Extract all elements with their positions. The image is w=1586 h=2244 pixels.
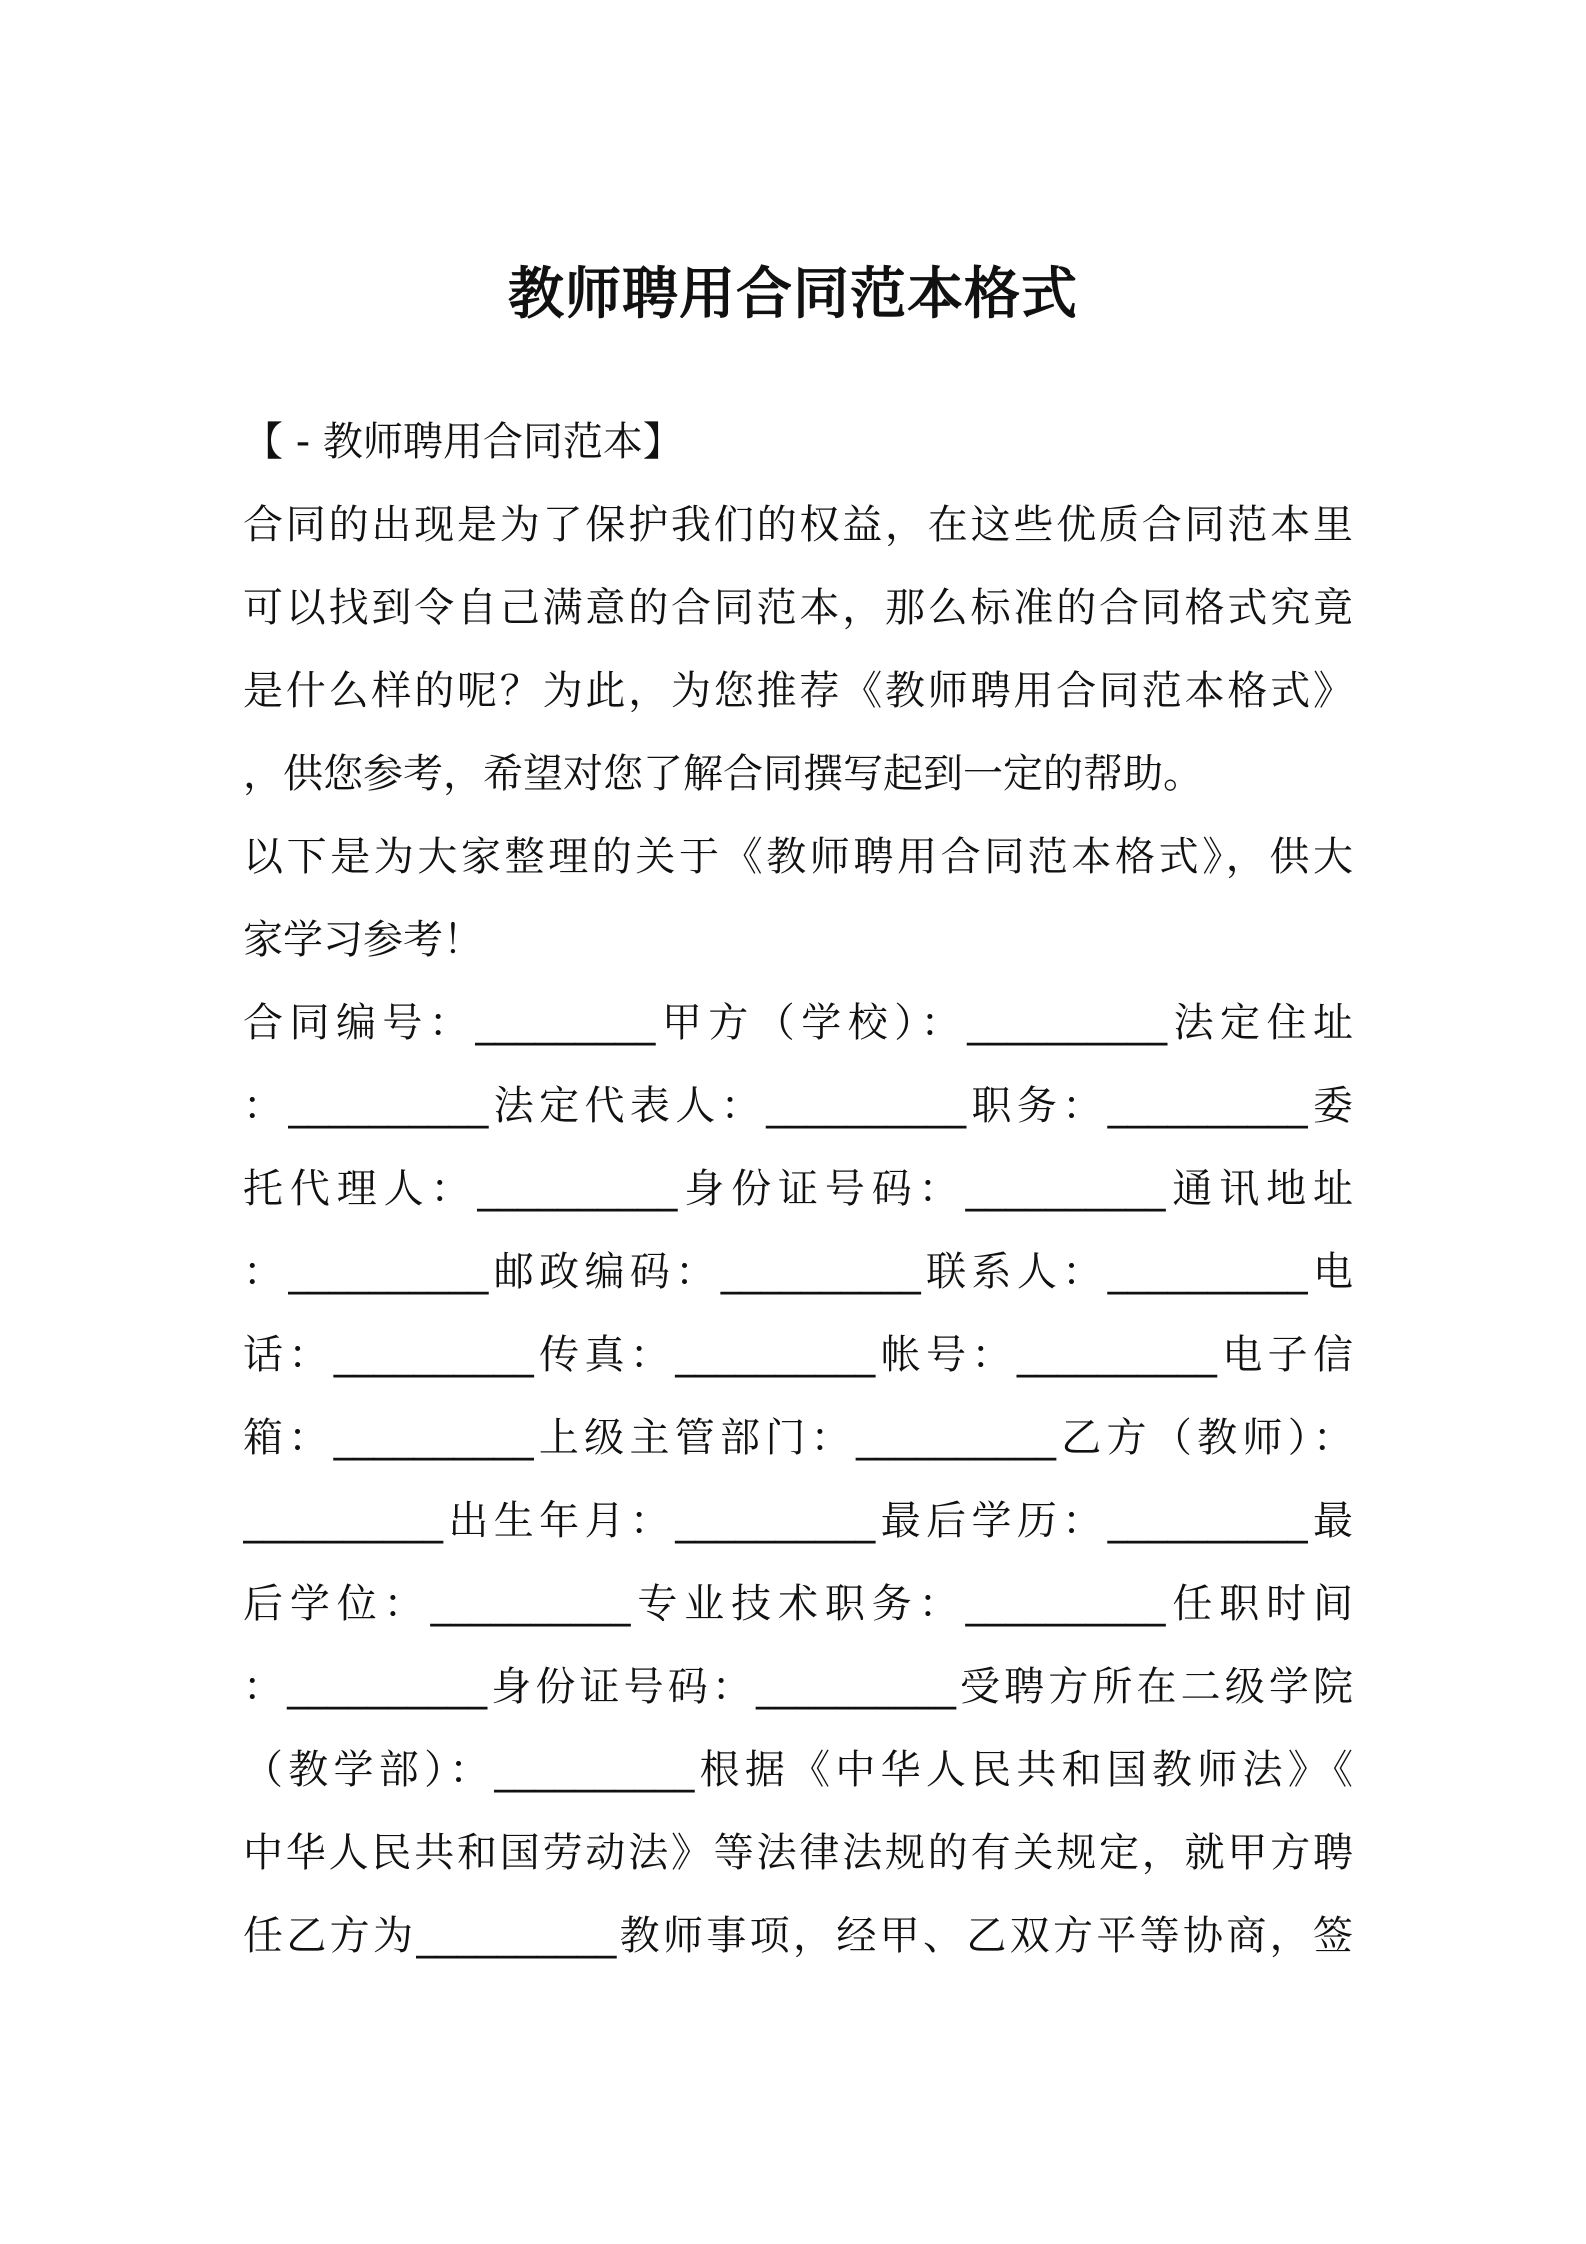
body-line: 合同的出现是为了保护我们的权益，在这些优质合同范本里 [243, 502, 1353, 548]
contract-field-line: __________出生年月：__________最后学历：__________最 [243, 1498, 1353, 1544]
contract-field-line: ：__________法定代表人：__________职务：__________委 [243, 1083, 1353, 1129]
contract-field-line: 箱：__________上级主管部门：__________乙方（教师）： [243, 1415, 1353, 1461]
document-title: 教师聘用合同范本格式 [508, 262, 1078, 327]
contract-field-line: 后学位：__________专业技术职务：__________任职时间 [243, 1581, 1353, 1627]
section-heading: 【 - 教师聘用合同范本】 [243, 419, 683, 465]
contract-field-line: 中华人民共和国劳动法》等法律法规的有关规定，就甲方聘 [243, 1830, 1353, 1876]
contract-field-line: 合同编号：_________甲方（学校）：__________法定住址 [243, 1000, 1353, 1046]
body-line: 是什么样的呢？为此，为您推荐《教师聘用合同范本格式》 [243, 668, 1353, 714]
contract-field-line: ：__________邮政编码：__________联系人：__________电 [243, 1249, 1353, 1295]
body-line: ，供您参考，希望对您了解合同撰写起到一定的帮助。 [243, 751, 1203, 797]
contract-field-line: 任乙方为__________教师事项，经甲、乙双方平等协商，签 [243, 1913, 1353, 1959]
contract-field-line: （教学部）：__________根据《中华人民共和国教师法》《 [243, 1747, 1353, 1793]
body-line: 家学习参考！ [243, 917, 483, 963]
body-line: 以下是为大家整理的关于《教师聘用合同范本格式》，供大 [243, 834, 1353, 880]
contract-field-line: 话：__________传真：__________帐号：__________电子信 [243, 1332, 1353, 1378]
body-line: 可以找到令自己满意的合同范本，那么标准的合同格式究竟 [243, 585, 1353, 631]
contract-field-line: ：__________身份证号码：__________受聘方所在二级学院 [243, 1664, 1353, 1710]
contract-field-line: 托代理人：__________身份证号码：__________通讯地址 [243, 1166, 1353, 1212]
